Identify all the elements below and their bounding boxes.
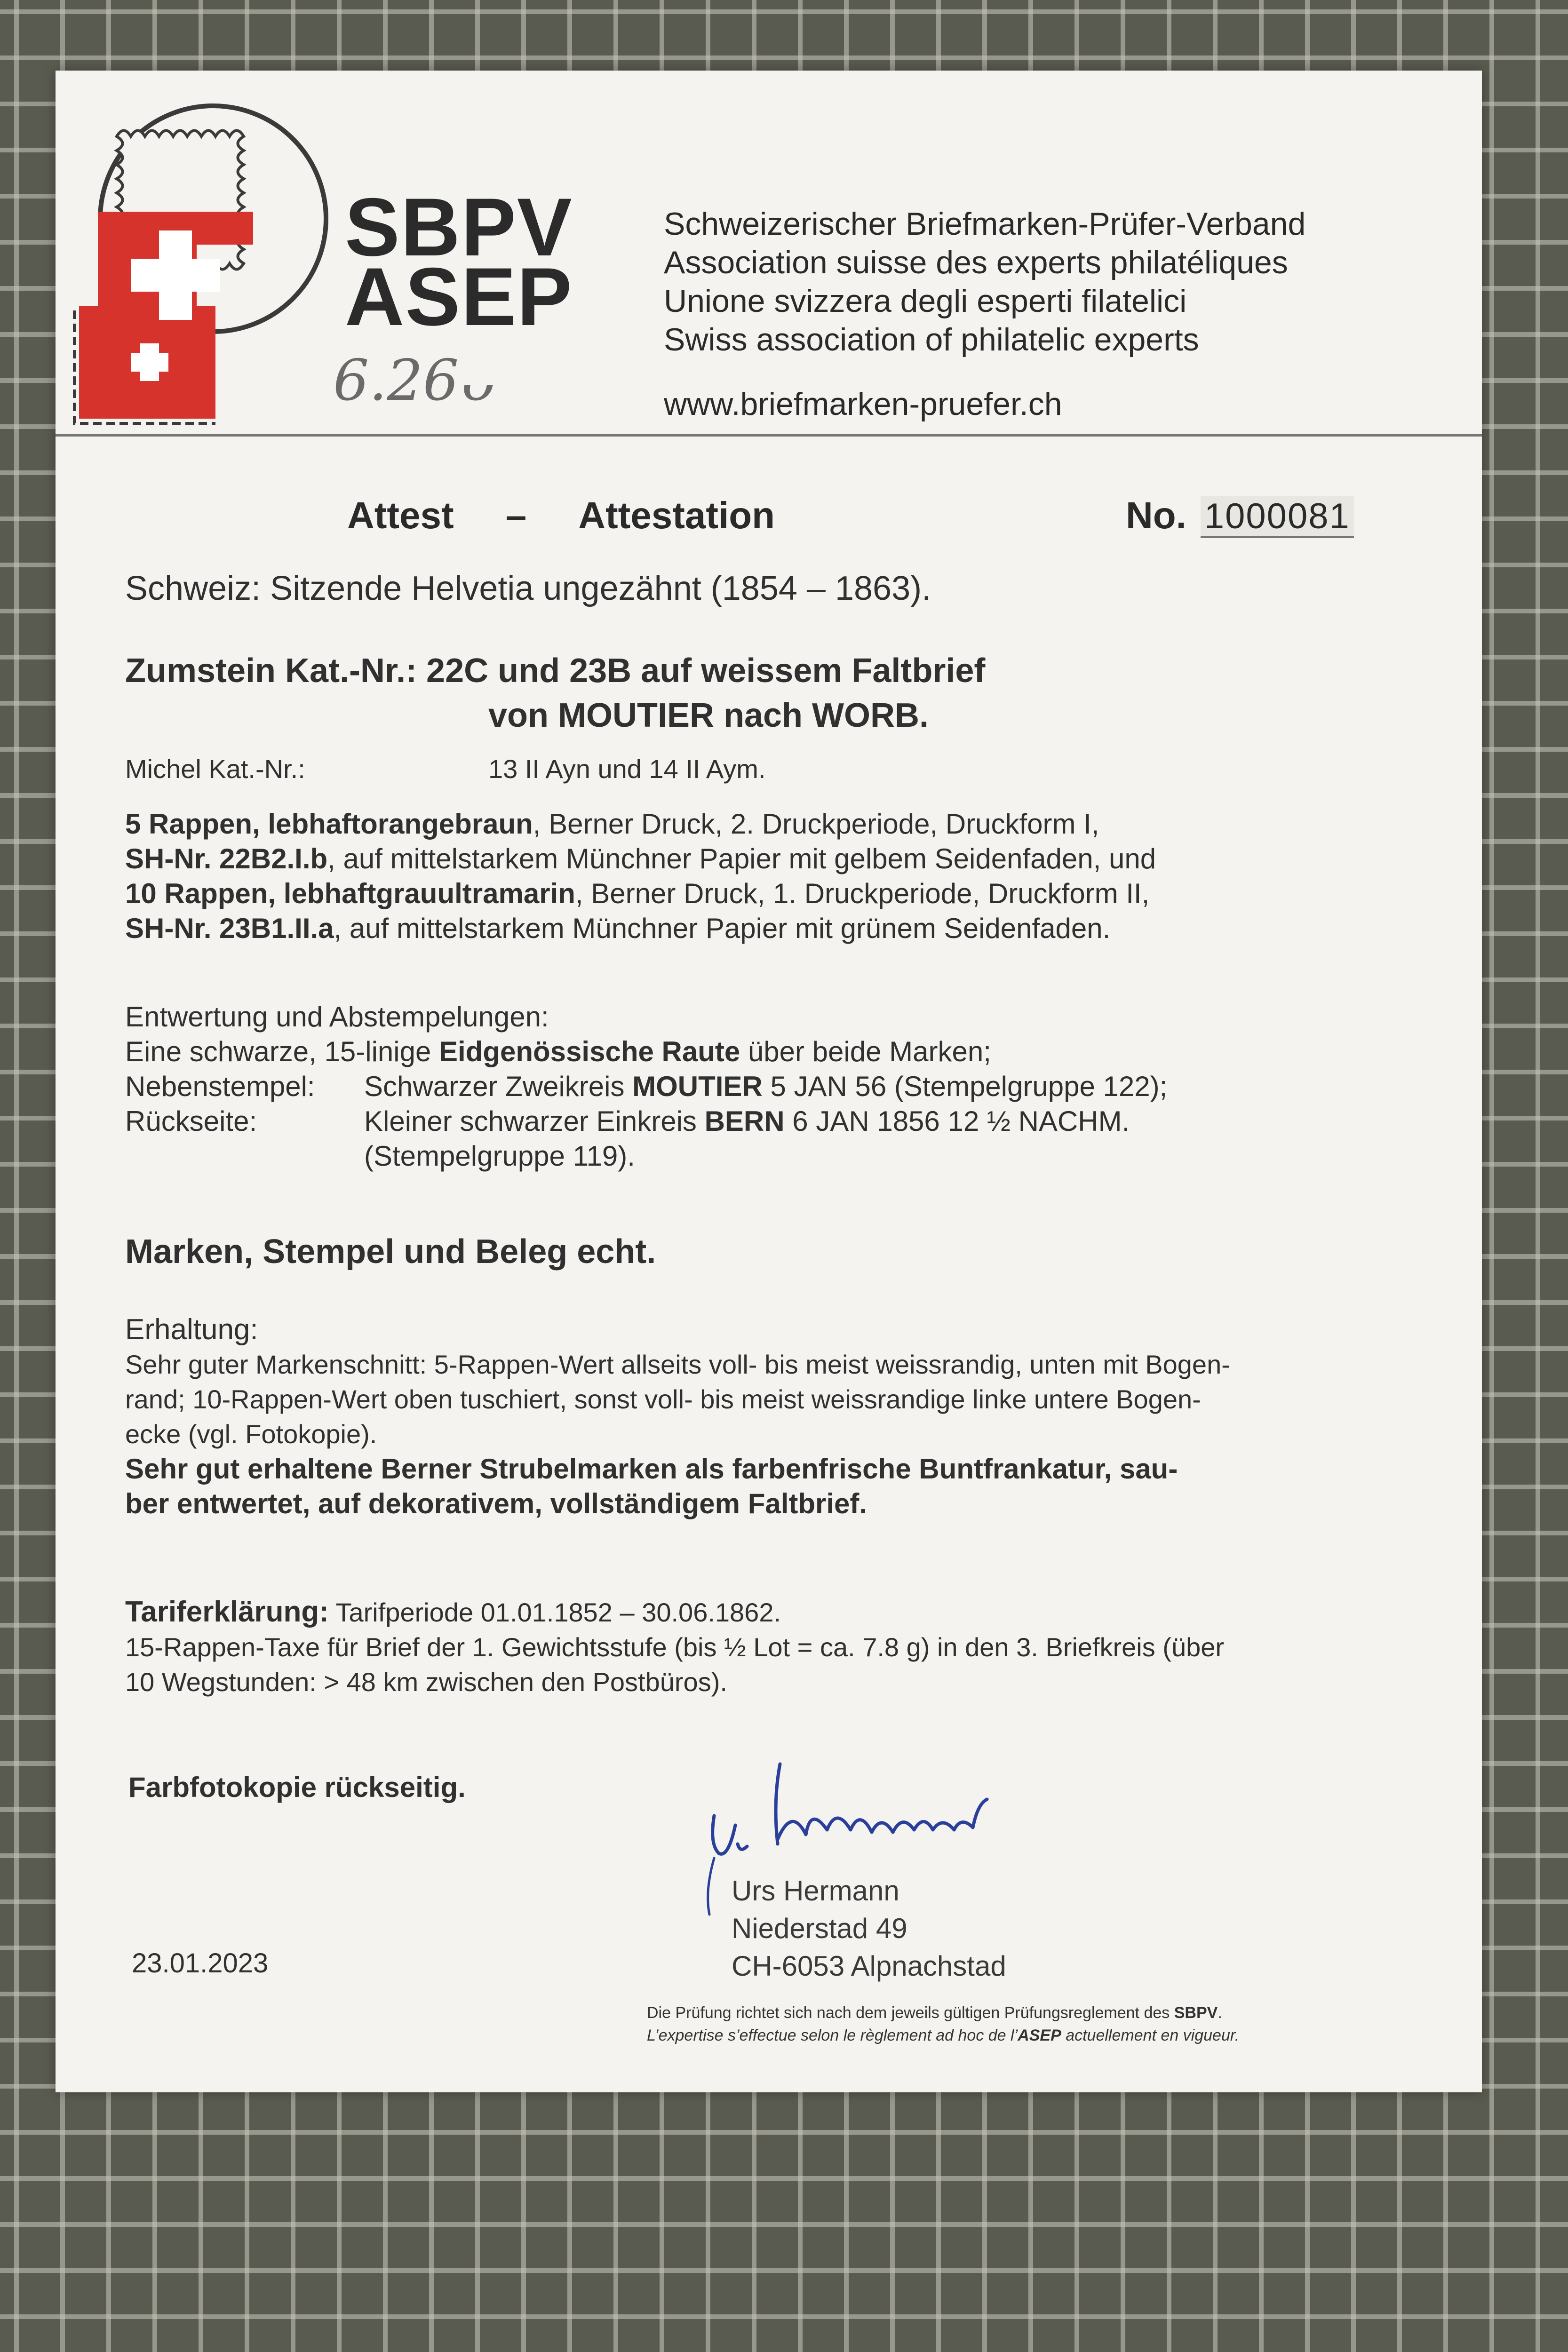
condition-line-3: ecke (vgl. Fotokopie). bbox=[125, 1419, 377, 1449]
certificate-title bbox=[347, 494, 775, 537]
title-de: Attest bbox=[347, 494, 454, 536]
association-name-it: Unione svizzera degli esperti filatelici bbox=[664, 283, 1187, 319]
description-block bbox=[125, 807, 1156, 946]
handwritten-note: 6.26ᴗ bbox=[333, 348, 493, 413]
photocopy-note: Farbfotokopie rückseitig. bbox=[128, 1772, 466, 1803]
association-name-fr: Association suisse des experts philatéliques bbox=[664, 245, 1288, 280]
certificate-number-block bbox=[1126, 494, 1354, 537]
cancellation-heading: Entwertung und Abstempelungen: bbox=[125, 1001, 549, 1033]
condition-block bbox=[125, 1312, 1230, 1521]
cancellation-block bbox=[125, 1000, 1167, 1174]
header-divider bbox=[56, 434, 1482, 437]
title-dash: – bbox=[505, 494, 527, 536]
expert-address bbox=[732, 1872, 1006, 1985]
rules-footnote-de: Die Prüfung richtet sich nach dem jeweils gültigen Prüfungsreglement des SBPV. bbox=[647, 2004, 1222, 2022]
description-line-1: 5 Rappen, lebhaftorangebraun, Berner Druck, 2. Druckperiode, Druckform I, bbox=[125, 808, 1099, 840]
condition-summary-2: ber entwertet, auf dekorativem, vollständigem Faltbrief. bbox=[125, 1488, 868, 1519]
association-name-en: Swiss association of philatelic experts bbox=[664, 322, 1199, 358]
cancellation-row-3: Rückseite: Kleiner schwarzer Einkreis BERN 6 JAN 1856 12 ½ NACHM. bbox=[125, 1105, 1130, 1137]
sbpv-logo-icon bbox=[56, 89, 338, 433]
tariff-line-3: 10 Wegstunden: > 48 km zwischen den Postbüros). bbox=[125, 1667, 727, 1697]
association-names bbox=[664, 205, 1305, 359]
tariff-line-2: 15-Rappen-Taxe für Brief der 1. Gewichtsstufe (bis ½ Lot = ca. 7.8 g) in den 3. Briefkreis (über bbox=[125, 1632, 1225, 1662]
cancellation-row-4: (Stempelgruppe 119). bbox=[364, 1140, 635, 1172]
expert-street: Niederstad 49 bbox=[732, 1913, 907, 1944]
cancellation-row-1: Eine schwarze, 15-linige Eidgenössische Raute über beide Marken; bbox=[125, 1036, 991, 1067]
rules-footnote bbox=[647, 2002, 1239, 2047]
michel-value: 13 II Ayn und 14 II Aym. bbox=[488, 754, 766, 784]
certificate-sheet bbox=[56, 71, 1482, 2092]
association-name-de: Schweizerischer Briefmarken-Prüfer-Verband bbox=[664, 206, 1306, 242]
expert-name: Urs Hermann bbox=[732, 1875, 899, 1907]
verdict: Marken, Stempel und Beleg echt. bbox=[125, 1233, 656, 1271]
description-line-4: SH-Nr. 23B1.II.a, auf mittelstarkem Münchner Papier mit grünem Seidenfaden. bbox=[125, 913, 1111, 944]
certificate-date: 23.01.2023 bbox=[132, 1948, 269, 1979]
condition-heading: Erhaltung: bbox=[125, 1313, 258, 1346]
zumstein-line-1: Zumstein Kat.-Nr.: 22C und 23B auf weissem Faltbrief bbox=[125, 652, 986, 690]
michel-label: Michel Kat.-Nr.: bbox=[125, 754, 305, 784]
tariff-line-1: Tariferklärung: Tarifperiode 01.01.1852 – 30.06.1862. bbox=[125, 1596, 781, 1628]
description-line-2: SH-Nr. 22B2.I.b, auf mittelstarkem Münchner Papier mit gelbem Seidenfaden, und bbox=[125, 843, 1156, 874]
cancellation-row-2: Nebenstempel: Schwarzer Zweikreis MOUTIER 5 JAN 56 (Stempelgruppe 122); bbox=[125, 1071, 1168, 1102]
website-url: www.briefmarken-pruefer.ch bbox=[664, 386, 1062, 422]
tariff-block bbox=[125, 1595, 1224, 1700]
acronym-asep: ASEP bbox=[345, 251, 573, 343]
certificate-no-label: No. bbox=[1126, 494, 1186, 536]
expert-city: CH-6053 Alpnachstad bbox=[732, 1950, 1006, 1982]
acronym-sbpv: SBPV bbox=[345, 182, 573, 273]
subject-line: Schweiz: Sitzende Helvetia ungezähnt (1854 – 1863). bbox=[125, 570, 931, 607]
condition-summary-1: Sehr gut erhaltene Berner Strubelmarken als farbenfrische Buntfrankatur, sau- bbox=[125, 1453, 1178, 1485]
rules-footnote-fr: L’expertise s’effectue selon le règlement ad hoc de l’ASEP actuellement en vigueur. bbox=[647, 2026, 1240, 2044]
zumstein-line-2: von MOUTIER nach WORB. bbox=[488, 697, 929, 734]
condition-line-2: rand; 10-Rappen-Wert oben tuschiert, sonst voll- bis meist weissrandige linke untere Bogen- bbox=[125, 1384, 1201, 1414]
description-line-3: 10 Rappen, lebhaftgrauultramarin, Berner Druck, 1. Druckperiode, Druckform II, bbox=[125, 878, 1150, 909]
certificate-number: 1000081 bbox=[1201, 496, 1354, 538]
title-fr: Attestation bbox=[578, 494, 775, 536]
condition-line-1: Sehr guter Markenschnitt: 5-Rappen-Wert allseits voll- bis meist weissrandig, unten mit Bogen- bbox=[125, 1350, 1230, 1379]
logo-acronyms bbox=[345, 182, 573, 343]
